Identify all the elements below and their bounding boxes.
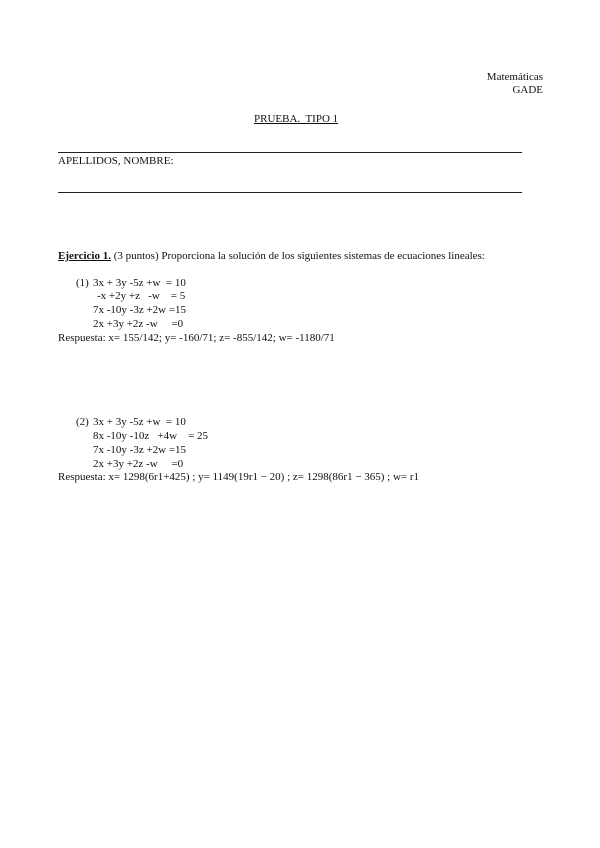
system2-equation-3: 7x -10y -3z +2w =15 bbox=[93, 444, 187, 456]
system1-answer: Respuesta: x= 155/142; y= -160/71; z= -855/142; w= -1180/71 bbox=[58, 332, 335, 344]
system1-equation-4: 2x +3y +2z -w =0 bbox=[93, 318, 184, 330]
system1-equation-3: 7x -10y -3z +2w =15 bbox=[93, 304, 187, 316]
system1-equation-1: 3x + 3y -5z +w = 10 bbox=[93, 277, 186, 289]
exercise-label: Ejercicio 1. bbox=[58, 250, 111, 262]
name-field-label: APELLIDOS, NOMBRE: bbox=[58, 155, 174, 167]
top-divider bbox=[58, 152, 522, 153]
system1-number: (1) bbox=[76, 277, 89, 289]
system1-equation-2: -x +2y +z -w = 5 bbox=[97, 290, 186, 302]
system2-equation-1: 3x + 3y -5z +w = 10 bbox=[93, 416, 186, 428]
page-title: PRUEBA. TIPO 1 bbox=[254, 113, 339, 125]
system2-equation-2: 8x -10y -10z +4w = 25 bbox=[93, 430, 209, 442]
name-line bbox=[58, 192, 522, 193]
system2-equation-4: 2x +3y +2z -w =0 bbox=[93, 458, 184, 470]
exercise-heading bbox=[58, 250, 485, 263]
subject-label: Matemáticas bbox=[486, 71, 543, 83]
exercise-intro: (3 puntos) Proporciona la solución de los siguientes sistemas de ecuaciones lineales: bbox=[110, 250, 485, 262]
system2-number: (2) bbox=[76, 416, 89, 428]
program-label: GADE bbox=[512, 84, 543, 96]
system2-answer: Respuesta: x= 1298(6r1+425) ; y= 1149(19r1 − 20) ; z= 1298(86r1 − 365) ; w= r1 bbox=[58, 471, 420, 483]
